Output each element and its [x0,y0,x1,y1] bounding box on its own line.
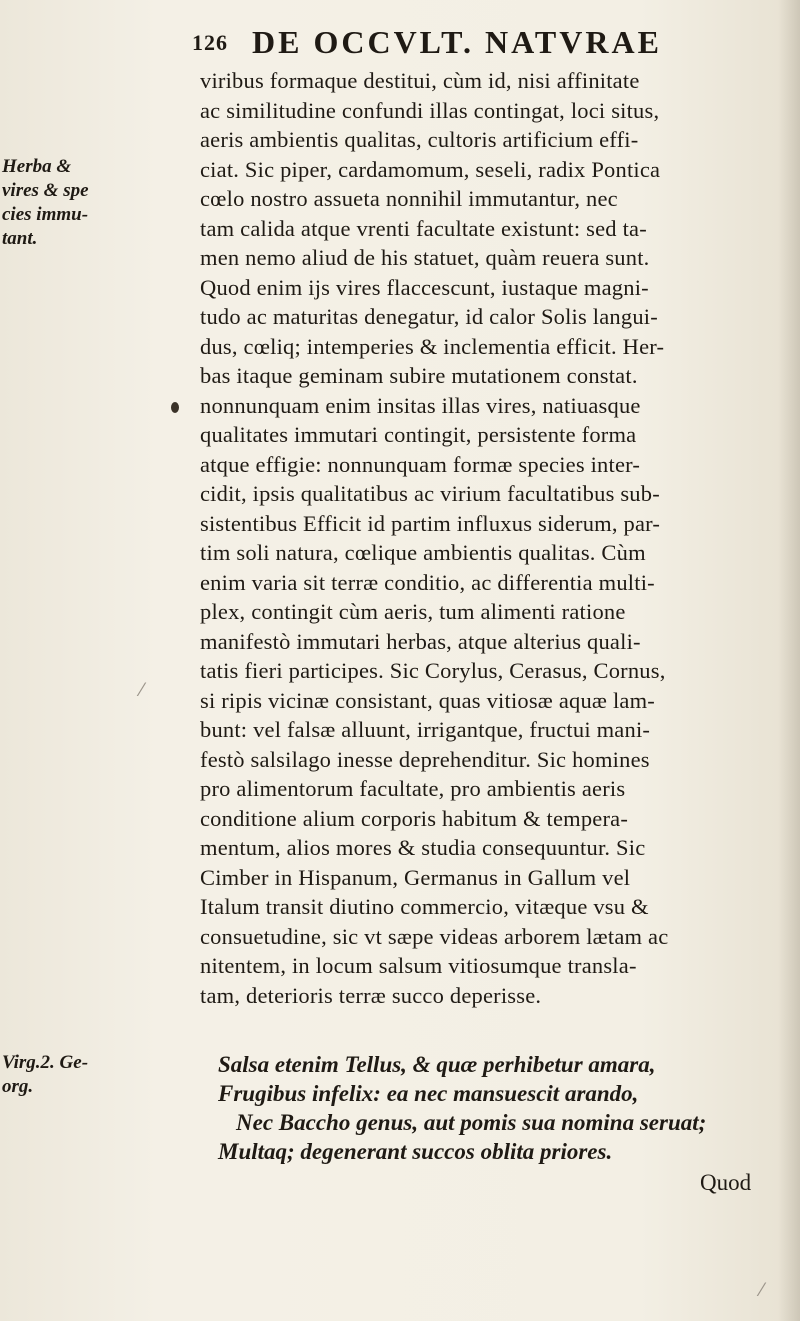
text-line: Italum transit diutino commercio, vitæque vsu & [200,894,649,919]
page-header [192,24,752,64]
verse-line: Frugibus infelix: ea nec mansuescit arando, [218,1081,639,1106]
text-line: atque effigie: nonnunquam formæ species inter- [200,451,641,477]
margin-note-herba [2,154,182,250]
text-line: bunt: vel falsæ alluunt, irrigantque, fructui mani- [200,717,651,742]
text-line: plex, contingit cùm aeris, tum alimenti ratione [200,599,626,624]
text-line: tam calida atque vrenti facultate existunt: sed ta- [200,215,647,241]
verse-quotation [218,1050,778,1166]
text-line: qualitates immutari contingit, persistente forma [200,422,637,447]
marginal-ink-dot [171,402,179,413]
text-line: tudo ac maturitas denegatur, id calor Solis langui- [200,304,658,329]
text-line: Cimber in Hispanum, Germanus in Gallum vel [200,864,631,890]
text-line: pro alimentorum facultate, pro ambientis aeris [200,776,626,801]
text-line: bas itaque geminam subire mutationem constat. [200,363,638,388]
text-line: tatis fieri participes. Sic Corylus, Cerasus, Cornus, [200,658,666,683]
margin-note-virgil [2,1050,182,1098]
margin-note-line: org. [2,1076,34,1097]
text-line: ac similitudine confundi illas contingat, loci situs, [200,97,660,123]
text-line: Quod enim ijs vires flaccescunt, iustaque magni- [200,274,649,300]
text-line: ciat. Sic piper, cardamomum, seseli, radix Pontica [200,156,661,182]
text-line: dus, cœliq; intemperies & inclementia efficit. Her- [200,333,665,359]
running-head: DE OCCVLT. NATVRAE [252,24,662,60]
margin-note-line: tant. [2,228,38,249]
text-line: mentum, alios mores & studia consequuntur. Sic [200,835,646,860]
text-line: tam, deterioris terræ succo deperisse. [200,982,542,1008]
text-line: nonnunquam enim insitas illas vires, natiuasque [200,392,641,418]
catchword: Quod [700,1170,752,1195]
text-line: cœlo nostro assueta nonnihil immutantur, nec [200,186,618,211]
text-line: manifestò immutari herbas, atque alterius quali- [200,628,641,654]
text-line: enim varia sit terræ conditio, ac differentia multi- [200,569,655,595]
margin-note-line: cies immu- [2,204,89,225]
stray-ink-mark: ⁄ [140,680,144,701]
text-line: conditione alium corporis habitum & tempera- [200,805,629,831]
text-line: festò salsilago inesse deprehenditur. Sic homines [200,746,650,772]
verse-line: Salsa etenim Tellus, & quæ perhibetur amara, [218,1052,656,1077]
text-line: aeris ambientis qualitas, cultoris artificium effi- [200,127,639,152]
text-line: si ripis vicinæ consistant, quas vitiosæ aquæ lam- [200,687,655,713]
page-number: 126 [192,30,228,55]
text-line: men nemo aliud de his statuet, quàm reuera sunt. [200,245,650,270]
text-line: cidit, ipsis qualitatibus ac virium facultatibus sub- [200,481,660,506]
verse-line: Nec Baccho genus, aut pomis sua nomina seruat; [236,1110,707,1135]
text-line: nitentem, in locum salsum vitiosumque transla- [200,953,637,978]
stray-ink-mark: ⁄ [760,1280,764,1301]
margin-note-line: vires & spe [2,180,89,201]
margin-note-line: Virg.2. Ge- [2,1052,89,1073]
margin-note-line: Herba & [2,156,72,177]
text-line: tim soli natura, cœlique ambientis qualitas. Cùm [200,540,646,565]
body-text [200,66,800,1010]
verse-line: Multaq; degenerant succos oblita priores. [218,1139,613,1164]
text-line: viribus formaque destitui, cùm id, nisi affinitate [200,68,640,93]
text-line: consuetudine, sic vt sæpe videas arborem lætam ac [200,923,669,949]
text-line: sistentibus Efficit id partim influxus siderum, par- [200,510,661,536]
